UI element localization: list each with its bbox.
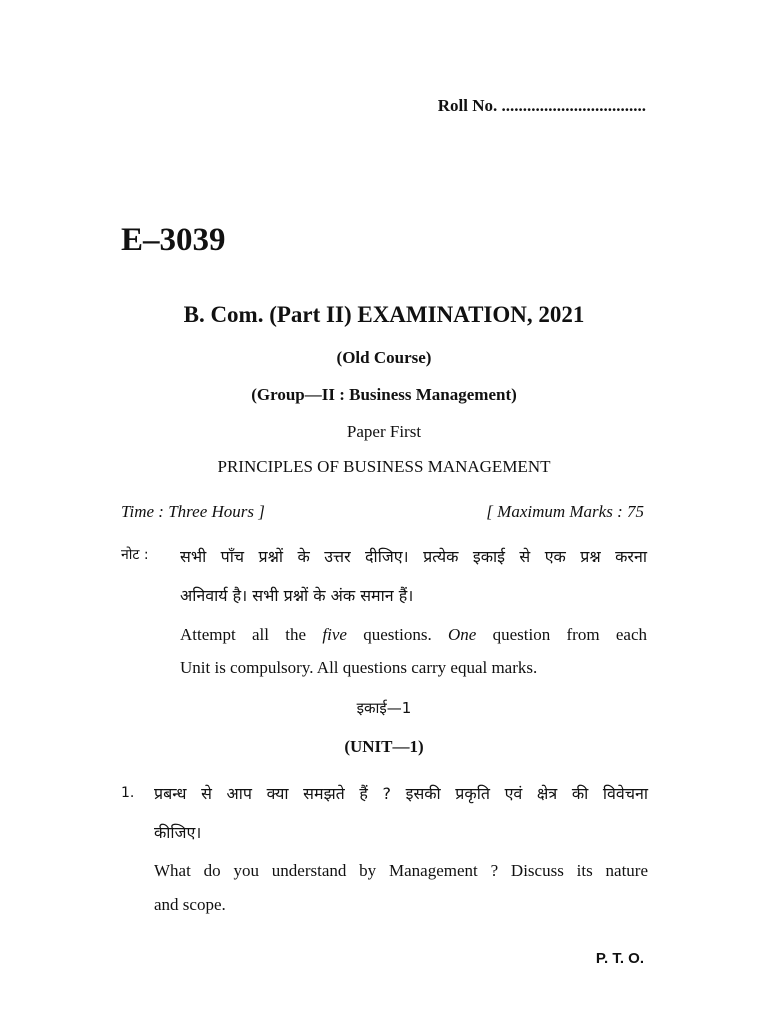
note-label: नोट : <box>121 547 149 563</box>
roll-number-field: Roll No. .................................. <box>437 96 646 115</box>
subject-title: PRINCIPLES OF BUSINESS MANAGEMENT <box>217 457 551 476</box>
question-1-hindi-line-1: प्रबन्ध से आप क्या समझते हैं ? इसकी प्रकृति एवं क्षेत्र की विवेचना <box>154 784 648 803</box>
maximum-marks: [ Maximum Marks : 75 <box>486 502 644 521</box>
question-number: 1. <box>121 785 135 801</box>
group-label: (Group—II : Business Management) <box>251 385 517 404</box>
unit-heading-hindi: इकाई—1 <box>356 699 412 717</box>
note-hindi-line-1: सभी पाँच प्रश्नों के उत्तर दीजिए। प्रत्येक इकाई से एक प्रश्न करना <box>180 547 647 566</box>
note-text-part: questions. <box>346 625 448 644</box>
question-1-hindi-line-2: कीजिए। <box>154 823 202 842</box>
exam-title: B. Com. (Part II) EXAMINATION, 2021 <box>183 302 585 327</box>
note-english-line-2: Unit is compulsory. All questions carry equal marks. <box>180 658 538 677</box>
time-duration: Time : Three Hours ] <box>121 502 265 521</box>
note-text-part: Attempt all the <box>180 625 323 644</box>
note-english-line-1 <box>180 625 647 645</box>
note-emphasis-five: five <box>322 625 347 644</box>
note-hindi-line-2: अनिवार्य है। सभी प्रश्नों के अंक समान हैं। <box>180 586 414 605</box>
note-emphasis-one: One <box>448 625 477 644</box>
question-1-english-line-2: and scope. <box>154 895 226 914</box>
note-text-part: question from each <box>476 625 648 644</box>
question-1-english-line-1: What do you understand by Management ? Discuss its nature <box>154 861 648 880</box>
course-label: (Old Course) <box>336 348 432 367</box>
paper-code: E–3039 <box>121 222 226 258</box>
paper-label: Paper First <box>346 422 422 441</box>
page-turn-notice: P. T. O. <box>595 950 644 967</box>
unit-heading-english: (UNIT—1) <box>344 737 424 756</box>
